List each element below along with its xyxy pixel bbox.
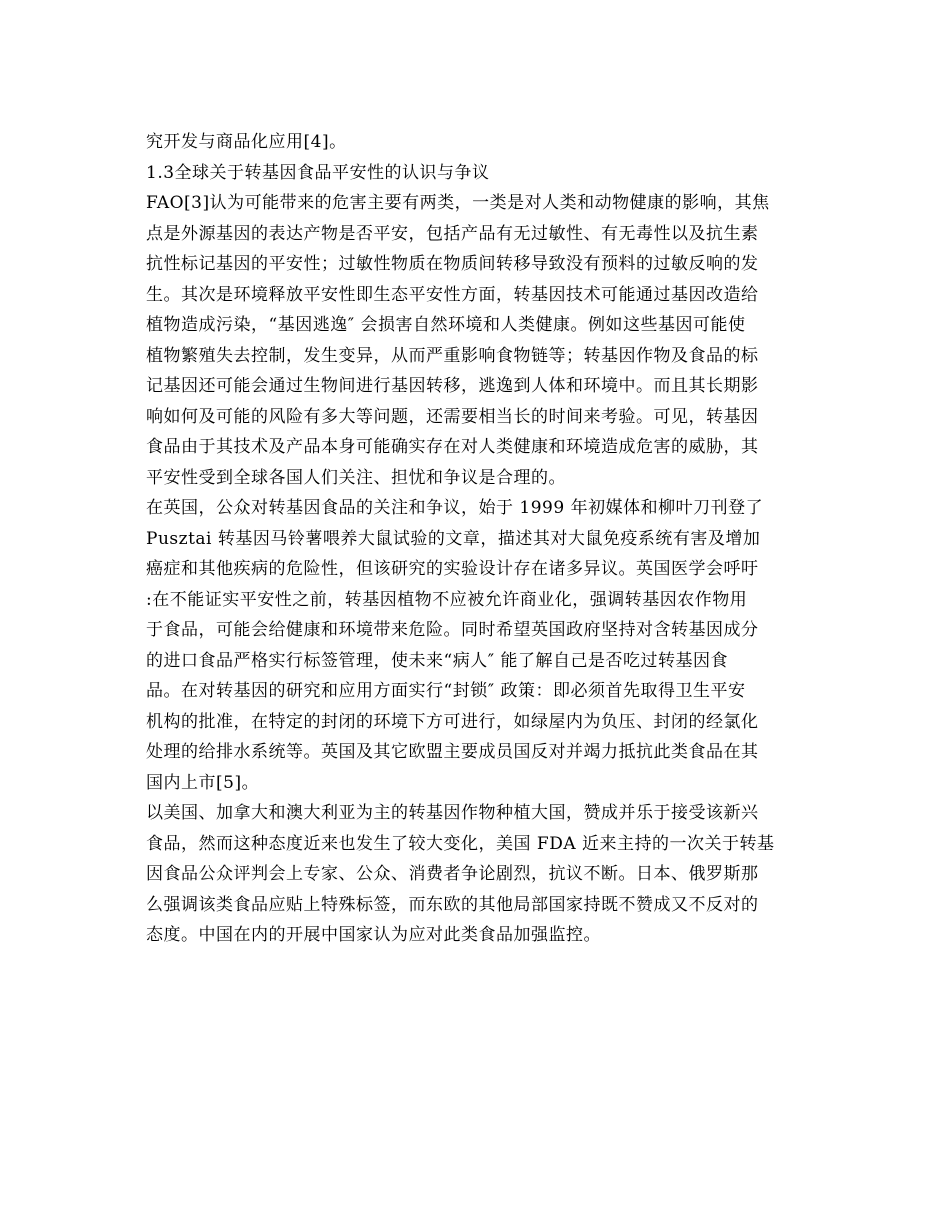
text-line: :在不能证实平安性之前，转基因植物不应被允许商业化，强调转基因农作物用	[146, 589, 748, 610]
section-heading: 1.3全球关于转基因食品平安性的认识与争议	[146, 162, 490, 183]
text-line: 生。其次是环境释放平安性即生态平安性方面，转基因技术可能通过基因改造给	[146, 284, 759, 305]
text-line: 的进口食品严格实行标签管理，使未来“病人″ 能了解自己是否吃过转基因食	[146, 650, 728, 671]
text-line: 平安性受到全球各国人们关注、担忧和争议是合理的。	[146, 467, 566, 488]
text-line: 抗性标记基因的平安性；过敏性物质在物质间转移导致没有预料的过敏反响的发	[146, 254, 759, 274]
text-line: 植物造成污染，“基因逃逸″ 会损害自然环境和人类健康。例如这些基因可能使	[146, 315, 746, 335]
text-line: 点是外源基因的表达产物是否平安，包括产品有无过敏性、有无毒性以及抗生素	[146, 223, 759, 244]
text-line: FAO[3]认为可能带来的危害主要有两类，一类是对人类和动物健康的影响，其焦	[146, 193, 770, 213]
text-line: Pusztai 转基因马铃薯喂养大鼠试验的文章，描述其对大鼠免疫系统有害及增加	[146, 528, 761, 549]
text-line: 以美国、加拿大和澳大利亚为主的转基因作物种植大国，赞成并乐于接受该新兴	[146, 803, 759, 823]
text-line: 品。在对转基因的研究和应用方面实行“封锁″ 政策：即必须首先取得卫生平安	[146, 681, 746, 701]
paragraph-fao-risks	[146, 188, 806, 493]
text-line: 究开发与商品化应用[4]。	[146, 132, 347, 152]
text-line: 食品，然而这种态度近来也发生了较大变化，美国 FDA 近来主持的一次关于转基	[146, 833, 775, 854]
text-line: 癌症和其他疾病的危险性，但该研究的实验设计存在诸多异议。英国医学会呼吁	[146, 559, 759, 579]
paragraph-continuation	[146, 127, 806, 158]
paragraph-uk	[146, 493, 806, 798]
text-line: 记基因还可能会通过生物间进行基因转移，逃逸到人体和环境中。而且其长期影	[146, 376, 759, 396]
text-line: 于食品，可能会给健康和环境带来危险。同时希望英国政府坚持对含转基因成分	[146, 620, 759, 640]
text-line: 机构的批准，在特定的封闭的环境下方可进行，如绿屋内为负压、封闭的经氯化	[146, 711, 759, 732]
document-page	[146, 127, 806, 951]
text-line: 在英国，公众对转基因食品的关注和争议，始于 1999 年初媒体和柳叶刀刊登了	[146, 498, 764, 518]
text-line: 植物繁殖失去控制，发生变异，从而严重影响食物链等；转基因作物及食品的标	[146, 345, 759, 366]
text-line: 响如何及可能的风险有多大等问题，还需要相当长的时间来考验。可见，转基因	[146, 406, 759, 427]
text-line: 处理的给排水系统等。英国及其它欧盟主要成员国反对并竭力抵抗此类食品在其	[146, 742, 759, 762]
text-line: 态度。中国在内的开展中国家认为应对此类食品加强监控。	[146, 925, 601, 945]
paragraph-us-others	[146, 798, 806, 951]
text-line: 因食品公众评判会上专家、公众、消费者争论剧烈，抗议不断。日本、俄罗斯那	[146, 864, 759, 884]
text-line: 么强调该类食品应贴上特殊标签，而东欧的其他局部国家持既不赞成又不反对的	[146, 894, 759, 915]
text-line: 国内上市[5]。	[146, 772, 260, 793]
text-line: 食品由于其技术及产品本身可能确实存在对人类健康和环境造成危害的威胁，其	[146, 437, 759, 457]
